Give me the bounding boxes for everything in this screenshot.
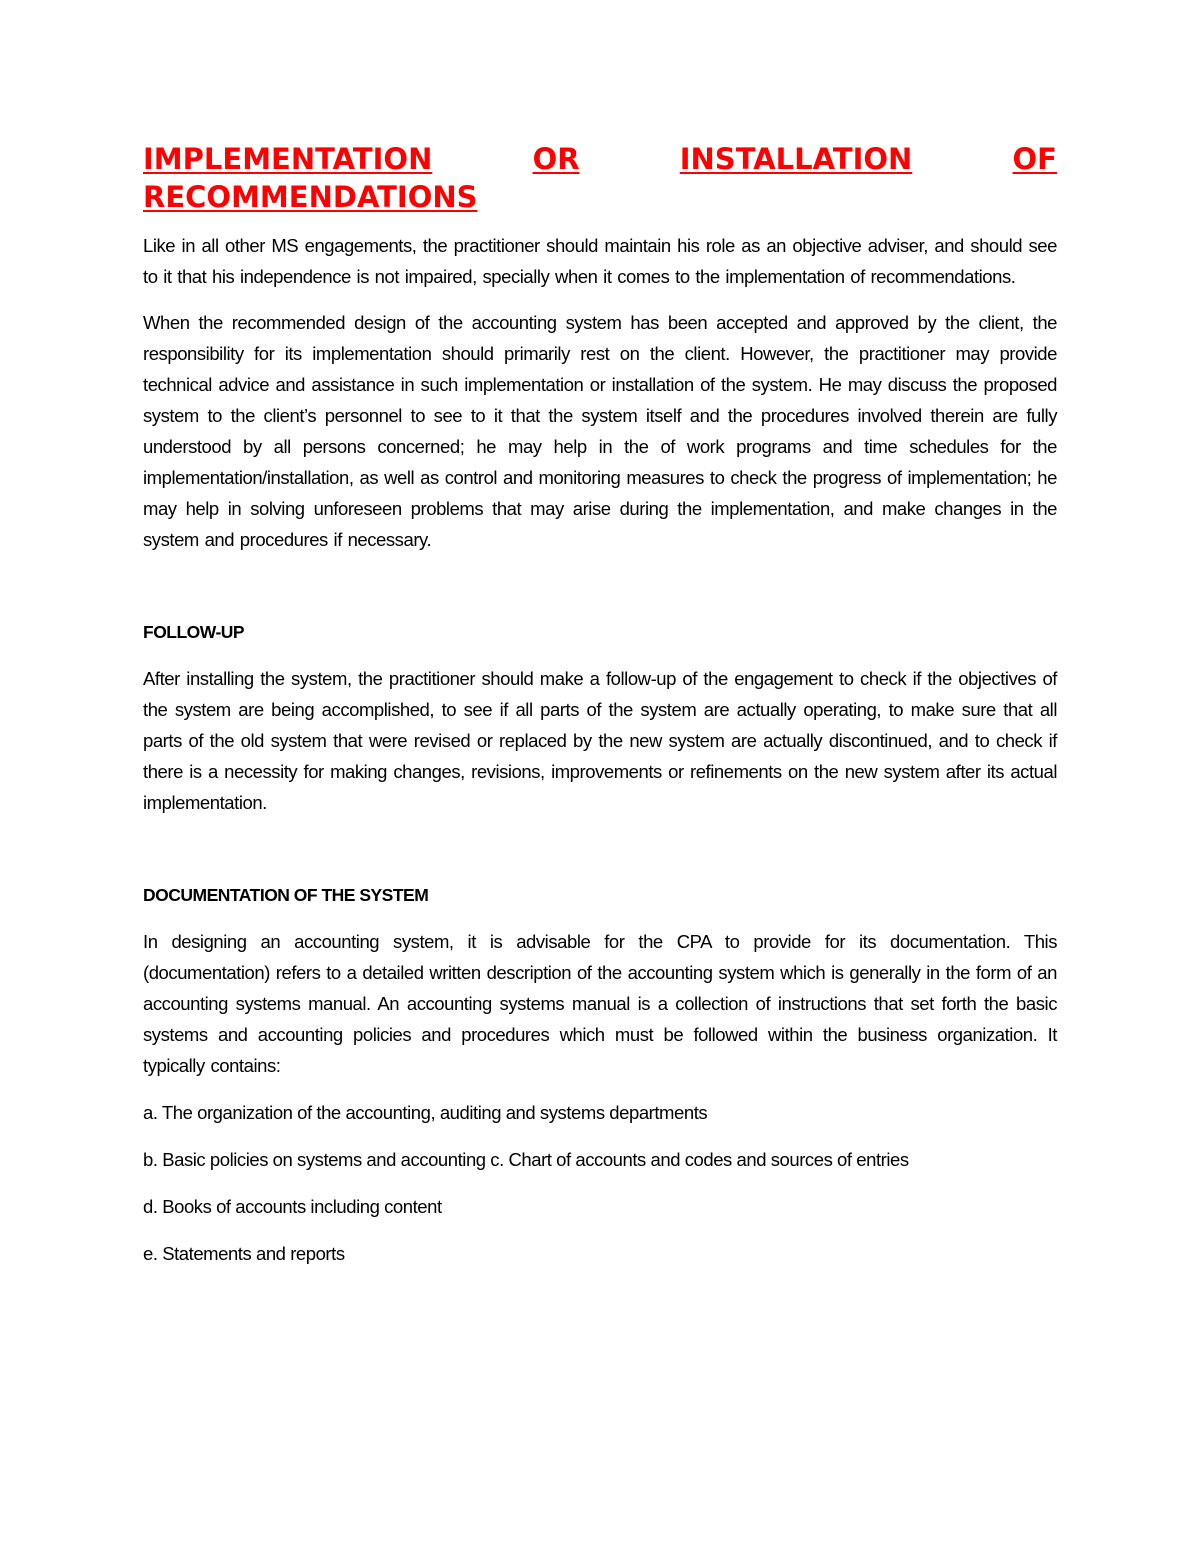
documentation-paragraph: In designing an accounting system, it is advisable for the CPA to provide for its documentation. This (documentation) refers to a detailed written description of the accounting system which is generally in the form of an accounting systems manual. An accounting systems manual is a collection of instructions that set forth the basic systems and accounting policies and procedures which must be followed within the business organization. It typically contains: xyxy=(143,931,1057,1076)
documentation-heading: DOCUMENTATION OF THE SYSTEM xyxy=(143,885,429,905)
follow-up-heading: FOLLOW-UP xyxy=(143,622,245,642)
title-word: IMPLEMENTATION xyxy=(143,142,433,176)
title-word: OF xyxy=(1012,142,1057,176)
title-word: INSTALLATION xyxy=(679,142,913,176)
follow-up-paragraph: After installing the system, the practitioner should make a follow-up of the engagement to check if the objectives of the system are being accomplished, to see if all parts of the system are actually operating, to make sure that all parts of the old system that were revised or replaced by the new system are actually discontinued, and to check if there is a necessity for making changes, revisions, improvements or refinements on the new system after its actual implementation. xyxy=(143,668,1057,813)
title-word: OR xyxy=(532,142,580,176)
list-item-d: d. Books of accounts including content xyxy=(143,1196,442,1217)
document-title xyxy=(143,140,1057,216)
intro-paragraph: Like in all other MS engagements, the practitioner should maintain his role as an objective adviser, and should see to it that his independence is not impaired, specially when it comes to the implementation of recommendations. xyxy=(143,235,1057,287)
list-item-b-c: b. Basic policies on systems and accounting c. Chart of accounts and codes and sources of entries xyxy=(143,1149,909,1170)
list-item-e: e. Statements and reports xyxy=(143,1243,345,1264)
list-item-a: a. The organization of the accounting, auditing and systems departments xyxy=(143,1102,708,1123)
implementation-paragraph: When the recommended design of the accounting system has been accepted and approved by the client, the responsibility for its implementation should primarily rest on the client. However, the practitioner may provide technical advice and assistance in such implementation or installation of the system. He may discuss the proposed system to the client’s personnel to see to it that the system itself and the procedures involved therein are fully understood by all persons concerned; he may help in the of work programs and time schedules for the implementation/installation, as well as control and monitoring measures to check the progress of implementation; he may help in solving unforeseen problems that may arise during the implementation, and make changes in the system and procedures if necessary. xyxy=(143,312,1057,550)
title-line-1 xyxy=(143,140,1057,178)
title-line-2: RECOMMENDATIONS xyxy=(143,180,478,214)
document-page xyxy=(143,140,1057,1269)
